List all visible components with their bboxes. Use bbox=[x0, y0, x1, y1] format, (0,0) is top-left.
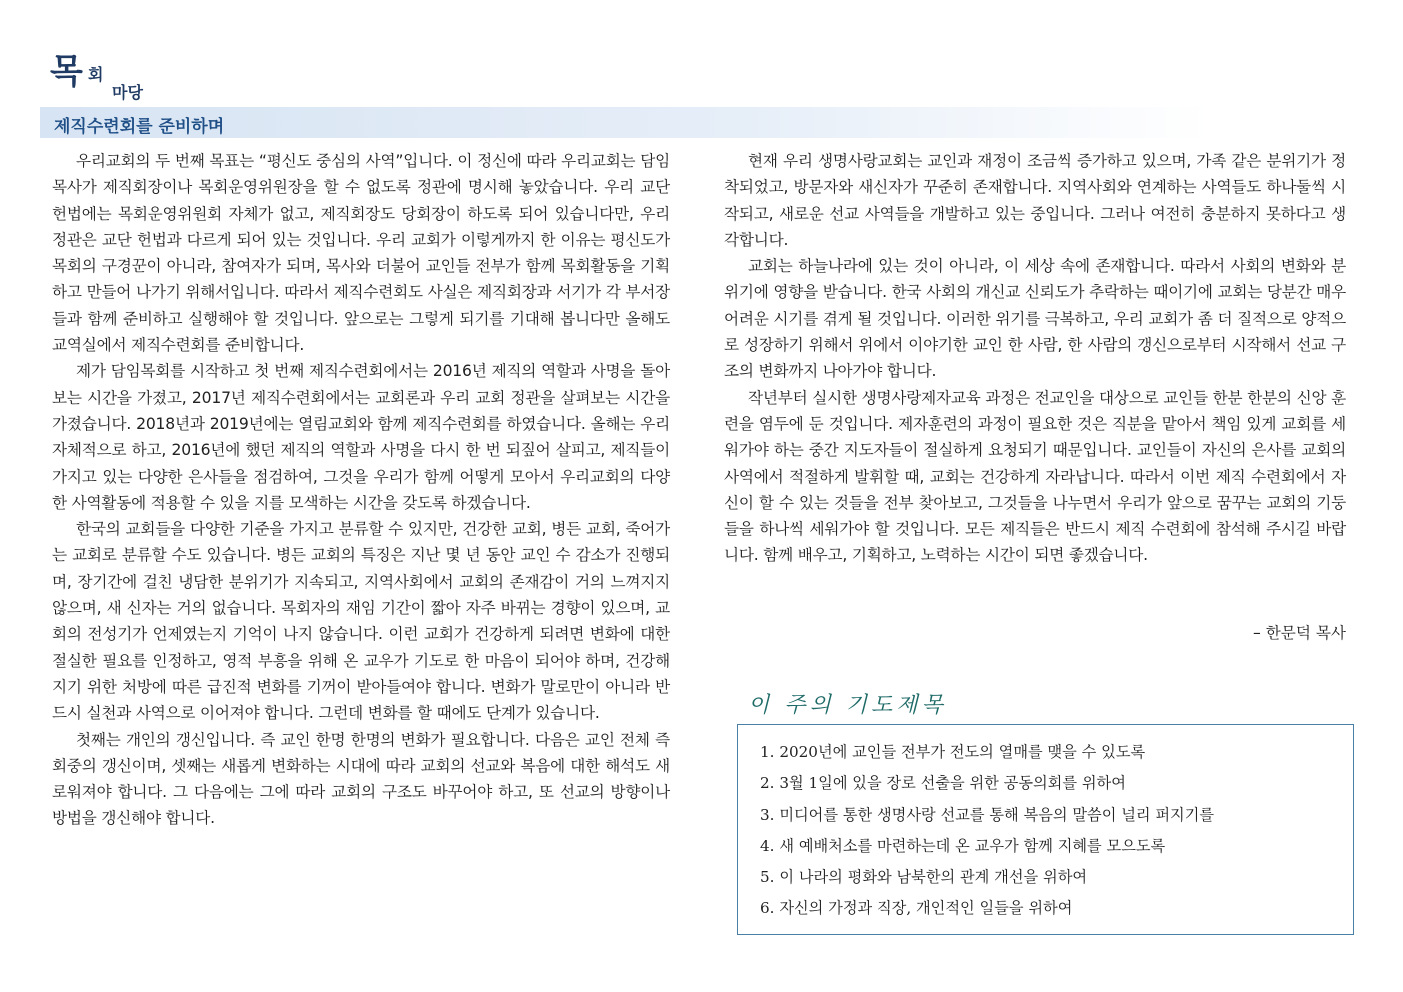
section-masthead bbox=[50, 44, 250, 104]
author-signature: – 한문덕 목사 bbox=[1252, 624, 1346, 642]
article-title-bar bbox=[40, 107, 1210, 138]
paragraph: 한국의 교회들을 다양한 기준을 가지고 분류할 수 있지만, 건강한 교회, 병든 교회, 죽어가는 교회로 분류할 수도 있습니다. 병든 교회의 특징은 지난 몇 년 동안 교인 수 감소가 진행되며, 장기간에 걸친 냉담한 분위기가 지속되고, 지역사회에서 교회의 존재감이 거의 느껴지지 않으며, 새 신자는 거의 없습니다. 목회자의 재임 기간이 짧아 자주 바뀌는 경향이 있으며, 교회의 전성기가 언제였는지 기억이 나지 않습니다. 이런 교회가 건강하게 되려면 변화에 대한 절실한 필요를 인정하고, 영적 부흥을 위해 온 교우가 기도로 한 마음이 되어야 하며, 건강해지기 위한 처방에 따른 급진적 변화를 기꺼이 받아들여야 합니다. 변화가 말로만이 아니라 반드시 실천과 사역으로 이어져야 합니다. 그런데 변화를 할 때에도 단계가 있습니다. bbox=[52, 520, 670, 723]
right-column bbox=[724, 148, 1346, 569]
prayer-item: 2. 3월 1일에 있을 장로 선출을 위한 공동의회를 위하여 bbox=[760, 774, 1126, 793]
prayer-item: 1. 2020년에 교인들 전부가 전도의 열매를 맺을 수 있도록 bbox=[760, 743, 1146, 761]
article-title: 제직수련회를 준비하며 bbox=[54, 117, 225, 137]
paragraph: 우리교회의 두 번째 목표는 “평신도 중심의 사역”입니다. 이 정신에 따라 우리교회는 담임목사가 제직회장이나 목회운영위원장을 할 수 없도록 정관에 명시해 놓았습니다. 우리 교단 헌법에는 목회운영위원회 자체가 없고, 제직회장도 당회장이 하도록 되어 있습니다만, 우리 정관은 교단 헌법과 다르게 되어 있는 것입니다. 우리 교회가 이렇게까지 한 이유는 평신도가 목회의 구경꾼이 아니라, 참여자가 되며, 목사와 더불어 교인들 전부가 함께 목회활동을 기획하고 만들어 나가기 위해서입니다. 따라서 제직수련회도 사실은 제직회장과 서기가 각 부서장들과 함께 준비하고 실행해야 할 것입니다. 앞으로는 그렇게 되기를 기대해 봅니다만 올해도 교역실에서 제직수련회를 준비합니다. bbox=[52, 152, 670, 355]
paragraph: 제가 담임목회를 시작하고 첫 번째 제직수련회에서는 2016년 제직의 역할과 사명을 돌아보는 시간을 가졌고, 2017년 제직수련회에서는 교회론과 우리 교회 정관을 살펴보는 시간을 가졌습니다. 2018년과 2019년에는 열림교회와 함께 제직수련회를 하였습니다. 올해는 우리 자체적으로 하고, 2016년에 했던 제직의 역할과 사명을 다시 한 번 되짚어 살피고, 제직들이 가지고 있는 다양한 은사들을 점검하여, 그것을 우리가 함께 어떻게 모아서 우리교회의 다양한 사역활동에 적용할 수 있을 지를 모색하는 시간을 갖도록 하겠습니다. bbox=[52, 362, 670, 512]
prayer-list bbox=[738, 725, 1353, 925]
masthead-subtitle: 마당 bbox=[112, 83, 143, 102]
paragraph: 작년부터 실시한 생명사랑제자교육 과정은 전교인을 대상으로 교인들 한분 한분의 신앙 훈련을 염두에 둔 것입니다. 제자훈련의 과정이 필요한 것은 직분을 맡아서 책임 있게 교회를 세워가야 하는 중간 지도자들이 절실하게 요청되기 때문입니다. 교인들이 자신의 은사를 교회의 사역에서 적절하게 발휘할 때, 교회는 건강하게 자라납니다. 따라서 이번 제직 수련회에서 자신이 할 수 있는 것들을 전부 찾아보고, 그것들을 나누면서 우리가 앞으로 꿈꾸는 교회의 기둥들을 하나씩 세워가야 할 것입니다. 모든 제직들은 반드시 제직 수련회에 참석해 주시길 바랍니다. 함께 배우고, 기획하고, 노력하는 시간이 되면 좋겠습니다. bbox=[724, 388, 1346, 565]
left-column bbox=[52, 148, 670, 832]
prayer-item: 6. 자신의 가정과 직장, 개인적인 일들을 위하여 bbox=[760, 899, 1073, 918]
prayer-list-box bbox=[737, 724, 1354, 935]
masthead-large-char: 목 bbox=[50, 52, 83, 92]
paragraph: 현재 우리 생명사랑교회는 교인과 재정이 조금씩 증가하고 있으며, 가족 같은 분위기가 정착되었고, 방문자와 새신자가 꾸준히 존재합니다. 지역사회와 연계하는 사역들도 하나둘씩 시작되고, 새로운 선교 사역들을 개발하고 있는 중입니다. 그러나 여전히 충분하지 못하다고 생각합니다. bbox=[724, 152, 1346, 249]
prayer-item: 4. 새 예배처소를 마련하는데 온 교우가 함께 지혜를 모으도록 bbox=[760, 836, 1166, 855]
paragraph: 첫째는 개인의 갱신입니다. 즉 교인 한명 한명의 변화가 필요합니다. 다음은 교인 전체 즉 회중의 갱신이며, 셋째는 새롭게 변화하는 시대에 따라 교회의 선교와 복음에 대한 해석도 새로워져야 합니다. 그 다음에는 그에 따라 교회의 구조도 바꾸어야 하고, 또 선교의 방향이나 방법을 갱신해야 합니다. bbox=[52, 730, 670, 828]
prayer-item: 3. 미디어를 통한 생명사랑 선교를 통해 복음의 말씀이 널리 퍼지기를 bbox=[760, 805, 1215, 824]
prayer-item: 5. 이 나라의 평화와 남북한의 관계 개선을 위하여 bbox=[760, 868, 1088, 887]
masthead-small-char: 회 bbox=[88, 65, 104, 84]
paragraph: 교회는 하늘나라에 있는 것이 아니라, 이 세상 속에 존재합니다. 따라서 사회의 변화와 분위기에 영향을 받습니다. 한국 사회의 개신교 신뢰도가 추락하는 때이기에 교회는 당분간 매우 어려운 시기를 겪게 될 것입니다. 이러한 위기를 극복하고, 우리 교회가 좀 더 질적으로 양적으로 성장하기 위해서 위에서 이야기한 교인 한 사람, 한 사람의 갱신으로부터 시작해서 선교 구조의 변화까지 나아가야 합니다. bbox=[724, 257, 1346, 381]
prayer-heading: 이 주의 기도제목 bbox=[748, 693, 947, 718]
